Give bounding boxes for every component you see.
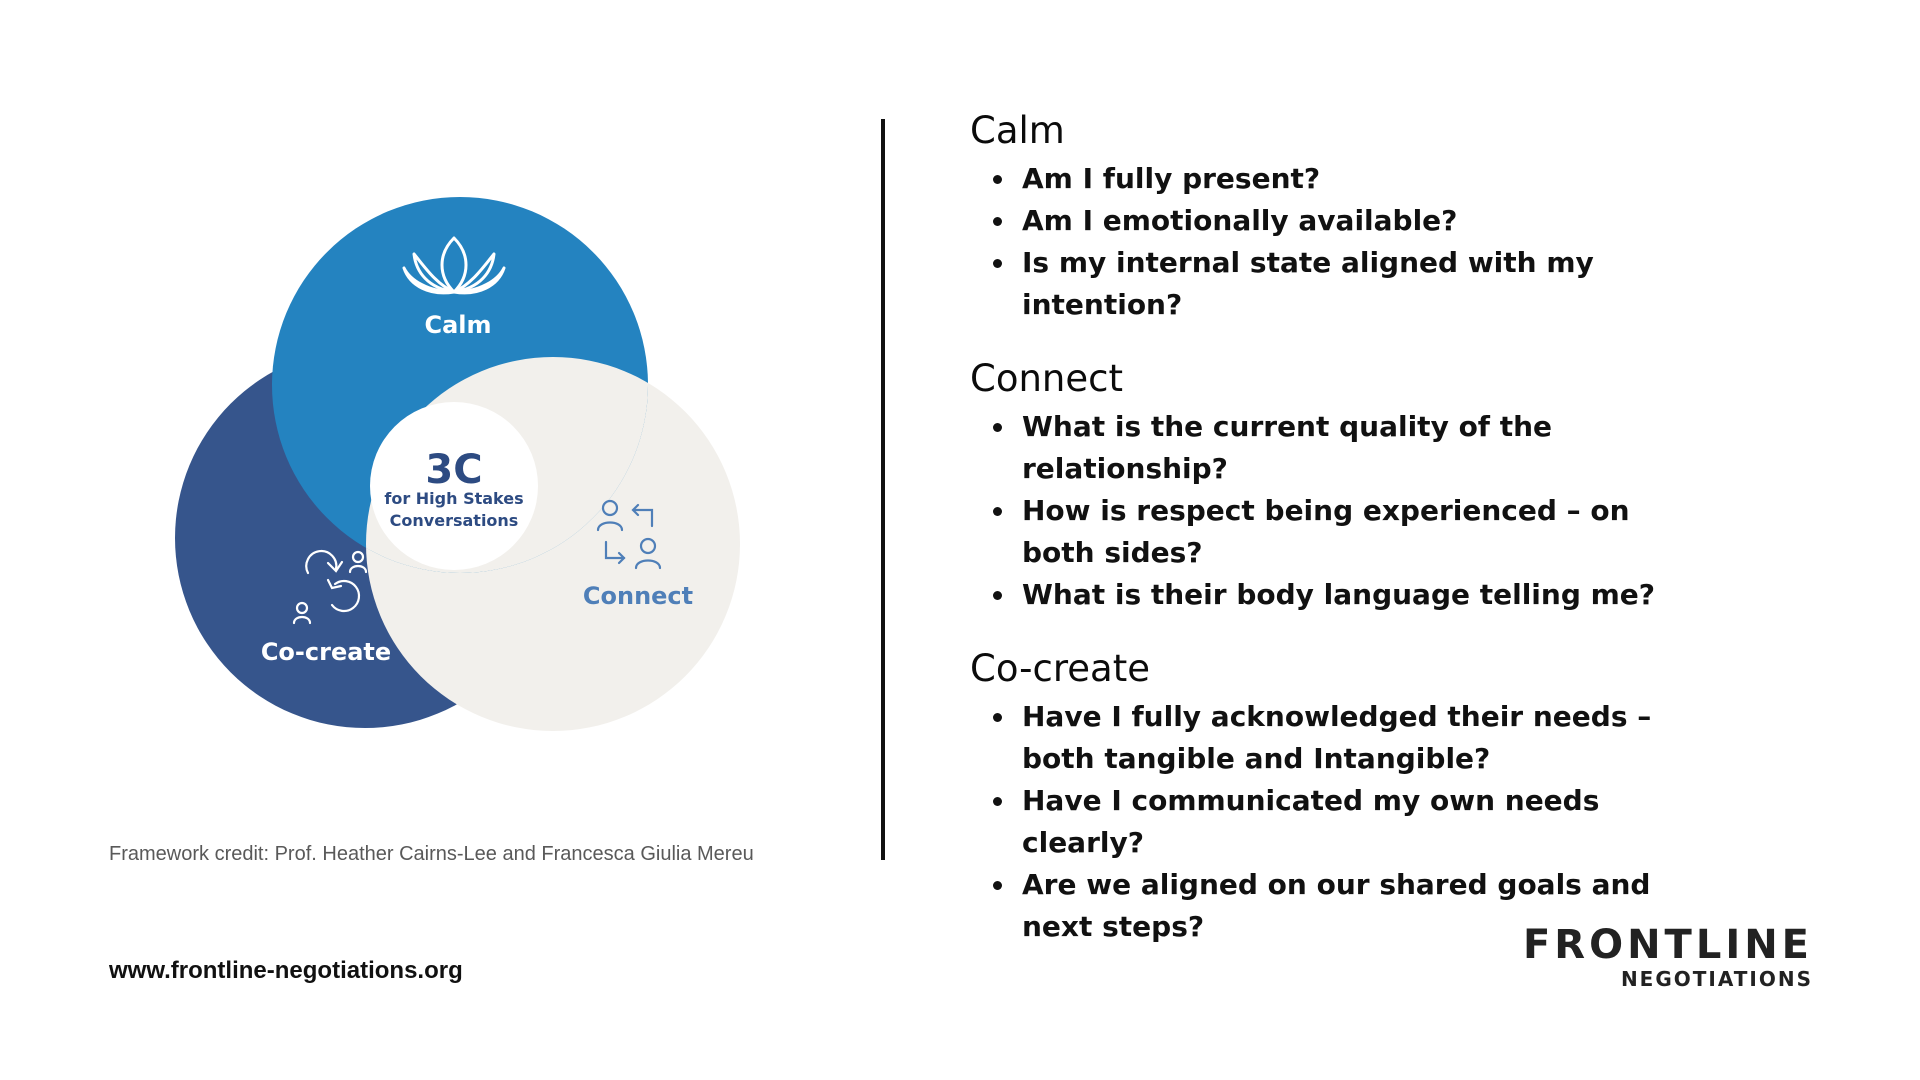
framework-credit: Framework credit: Prof. Heather Cairns-Lee and Francesca Giulia Mereu — [109, 843, 754, 865]
website-link[interactable]: www.frontline-negotiations.org — [109, 957, 463, 984]
calm-label: Calm — [424, 311, 492, 339]
logo-line-1: FRONTLINE — [1522, 922, 1813, 968]
section-connect — [970, 356, 1730, 616]
question-item: Am I fully present? — [970, 158, 1682, 200]
question-item: Is my internal state aligned with my intention? — [970, 242, 1682, 326]
question-item: Have I communicated my own needs clearly? — [970, 780, 1682, 864]
connect-label: Connect — [582, 582, 694, 610]
co-create-label: Co-create — [260, 638, 392, 666]
question-item: What is the current quality of the relationship? — [970, 406, 1682, 490]
vertical-divider — [881, 119, 885, 860]
question-item: How is respect being experienced – on both sides? — [970, 490, 1682, 574]
3c-venn-diagram — [160, 180, 780, 760]
question-item: Are we aligned on our shared goals and next steps? — [970, 864, 1682, 948]
section-title: Co-create — [970, 647, 1150, 690]
question-item: Am I emotionally available? — [970, 200, 1682, 242]
center-line1: for High Stakes — [384, 489, 524, 508]
section-co-create — [970, 646, 1730, 948]
section-title: Connect — [970, 357, 1123, 400]
question-list — [970, 696, 1730, 948]
question-list — [970, 158, 1730, 326]
question-item: What is their body language telling me? — [970, 574, 1682, 616]
center-line2: Conversations — [389, 511, 519, 530]
question-item: Have I fully acknowledged their needs – both tangible and Intangible? — [970, 696, 1682, 780]
questions-panel — [970, 108, 1730, 978]
logo-line-2: NEGOTIATIONS — [1620, 967, 1813, 991]
section-title: Calm — [970, 109, 1065, 152]
center-title: 3C — [425, 447, 483, 493]
question-list — [970, 406, 1730, 616]
section-calm — [970, 108, 1730, 326]
